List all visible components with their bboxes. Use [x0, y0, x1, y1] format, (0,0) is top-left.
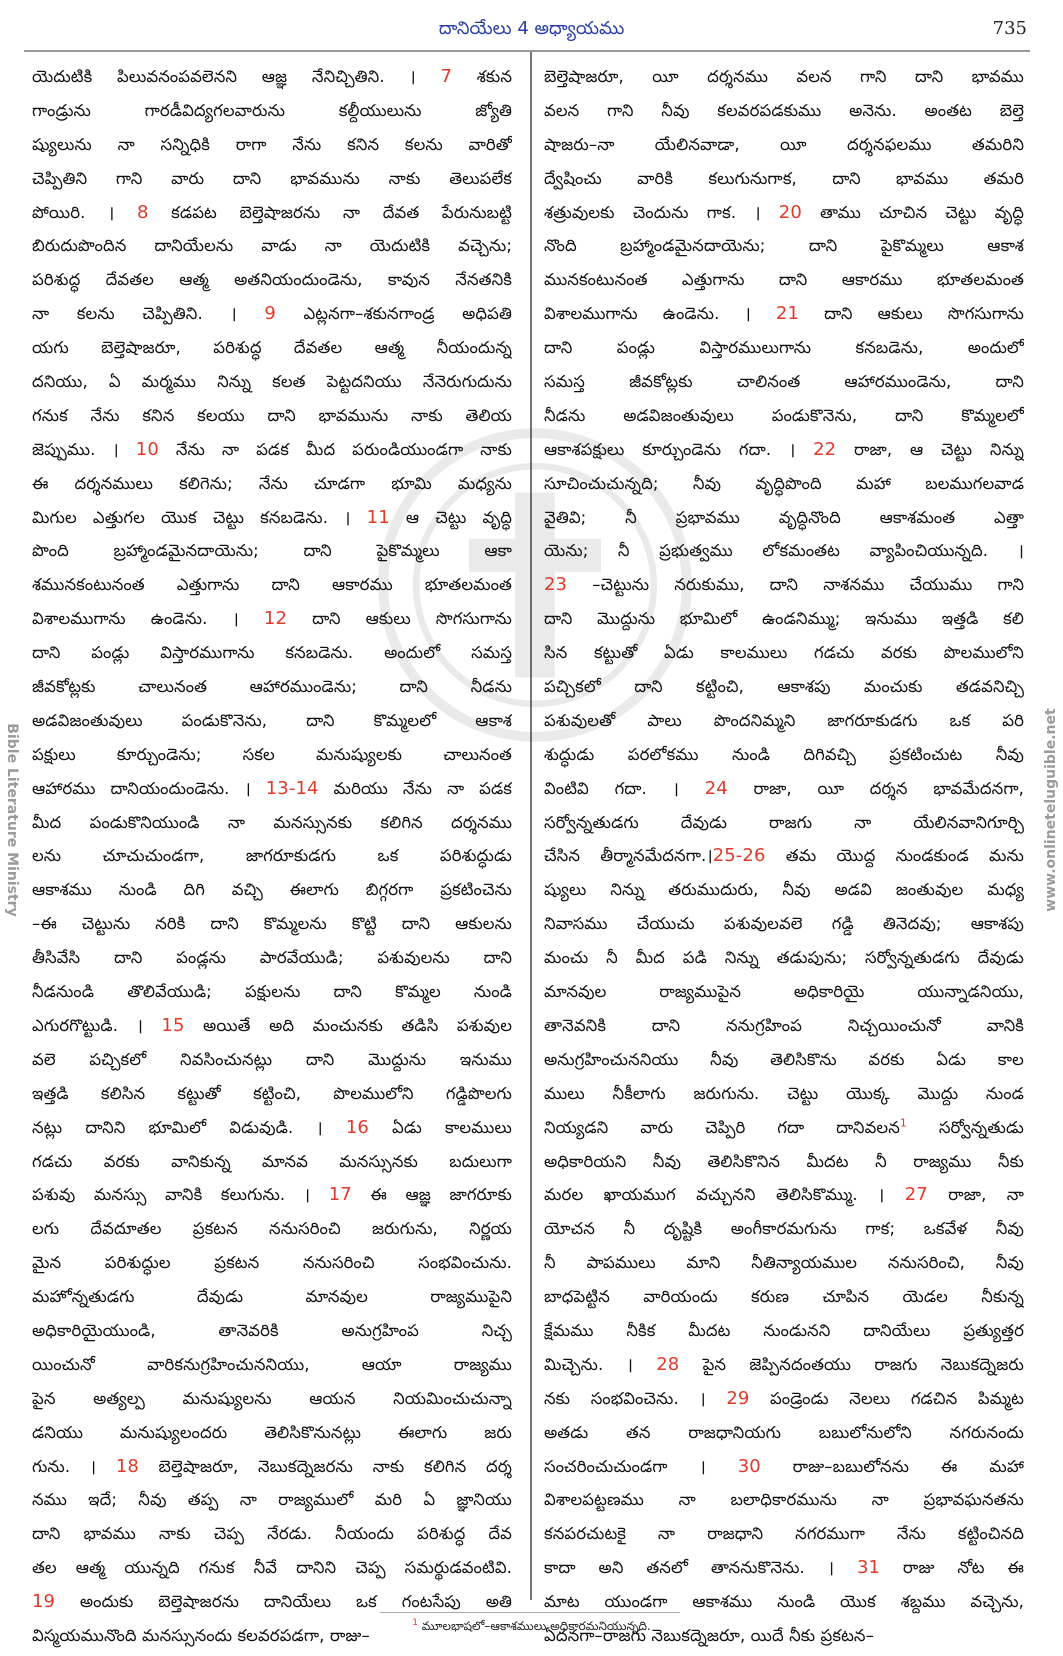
verse-text: –ఈ చెట్టును నరికి దాని కొమ్మలను కొట్టి దాని ఆకులను: [32, 914, 512, 934]
verse-text: వలన గాని నీవు కలవరపడకుము అనెను. అంతట బెల్తె: [544, 100, 1024, 120]
verse-text: మహోన్నతుడగు దేవుడు మానవుల రాజ్యముపైని: [32, 1287, 512, 1307]
text-line: [32, 1450, 512, 1484]
side-watermark-right: www.onlineteluguible.net: [1043, 708, 1059, 912]
verse-text: చెప్పితిని గాని వారు దాని భావమును నాకు తెలుపలేక: [32, 168, 512, 188]
verse-number: 27: [904, 1184, 928, 1206]
footnote-ref: 1: [899, 1116, 907, 1130]
verse-text: గనుక నేను కనిన కలయు దాని భావమును నాకు తెలియ: [32, 405, 512, 425]
text-line: [544, 534, 1024, 568]
verse-text: అధికారియైయుండి, తానెవరికి అనుగ్రహింప నిచ్చ: [32, 1320, 512, 1340]
verse-text: తీసివేసి దాని పండ్లను పారవేయుడి; పశువులను దాని: [32, 948, 512, 968]
text-line: [544, 806, 1024, 840]
verse-text: సంచరించుచుండగా ।: [544, 1456, 738, 1476]
text-line: [544, 1314, 1024, 1348]
text-line: [544, 772, 1024, 806]
text-line: [544, 1517, 1024, 1551]
verse-text: క్షేమము నీకిక మీదట నుండునని దానియేలు ప్రత్యుత్తర: [544, 1320, 1024, 1340]
verse-text: ద్వేషించు వారికి కలుగునుగాక, దాని భావము తమరి: [544, 168, 1024, 188]
verse-number: 29: [726, 1387, 750, 1409]
verse-text: రాజా, నా: [927, 1185, 1024, 1205]
verse-text: నొంది బ్రహ్మాండమైనదాయెను; దాని పైకొమ్మలు ఆకాశ: [544, 236, 1024, 256]
text-line: [32, 1314, 512, 1348]
verse-text: కాదా అని తనలో తాననుకొనెను. ।: [544, 1558, 857, 1578]
text-line: [32, 1145, 512, 1179]
verse-text: యోచన నీ దృష్టికి అంగీకారమగును గాక; ఒకవేళ నీవు: [544, 1219, 1024, 1239]
verse-text: శకున: [452, 67, 512, 86]
text-line: [544, 196, 1024, 230]
verse-text: ఏడు కాలములు: [368, 1117, 512, 1137]
verse-text: దాని పండ్లు విస్తారముగాను కనబడెను. అందులో సమస్త: [32, 643, 512, 663]
verse-text: రాజా, యీ దర్శన భావమేదనగా,: [727, 778, 1024, 798]
verse-text: యించునో వారికనుగ్రహించుననియు, ఆయా రాజ్యము: [32, 1354, 512, 1374]
text-line: [544, 365, 1024, 399]
verse-text: షాజరు–నా యేలినవాడా, యీ దర్శనఫలము తమరిని: [544, 134, 1024, 154]
text-line: [544, 162, 1024, 196]
verse-text: విశాలముగాను ఉండెను. ।: [544, 304, 776, 324]
verse-number: 20: [778, 201, 802, 223]
text-line: [32, 433, 512, 467]
text-line: [32, 229, 512, 263]
verse-text: మరల ఖాయముగ వచ్చునని తెలిసికొమ్ము. ।: [544, 1185, 905, 1205]
verse-text: మరియు నేను నా పడక: [318, 778, 512, 798]
verse-text: యగు బెల్తెషాజరూ, పరిశుద్ధ దేవతల ఆత్మ నీయందున్న: [32, 338, 512, 358]
verse-text: నీడను అడవిజంతువులు పండుకొనెను, దాని కొమ్మలలో: [544, 405, 1024, 425]
text-line: [544, 331, 1024, 365]
text-line: [32, 467, 512, 501]
text-line: [544, 60, 1024, 94]
verse-number: 9: [264, 303, 276, 325]
text-line: [32, 501, 512, 535]
text-line: [32, 1212, 512, 1246]
verse-text: ఆహారము దానియందుండెను. ।: [32, 778, 266, 798]
verse-text: అడవిజంతువులు పండుకొనెను, దాని కొమ్మలలో ఆకాశ: [32, 710, 512, 730]
verse-text: తమ యొద్ద నుండకుండ మను: [765, 846, 1024, 866]
text-line: [544, 1382, 1024, 1416]
text-line: [32, 1280, 512, 1314]
text-line: [32, 1348, 512, 1382]
text-line: [32, 1585, 512, 1619]
verse-text: సర్వోన్నతుడు: [907, 1117, 1024, 1137]
verse-text: విశాలపట్టణము నా బలాధికారమును నా ప్రభావఘనతను: [544, 1490, 1024, 1510]
verse-text: గాండ్రును గారడీవిద్యగలవారును కల్దీయులును జ్యోతి: [32, 100, 512, 120]
verse-text: యెదుటికి పిలువనంపవలెనని ఆజ్ఞ నేనిచ్చితిని. ।: [32, 67, 441, 86]
left-column: [32, 60, 512, 1653]
text-line: [544, 907, 1024, 941]
verse-text: బెల్తెషాజరూ, నెబుకద్నెజరను నాకు కలిగిన దర్శ: [138, 1456, 512, 1476]
text-line: [544, 229, 1024, 263]
verse-text: ష్యులును నా సన్నిధికి రాగా నేను కనిన కలను వారితో: [32, 134, 512, 154]
verse-text: విస్మయమునొంది మనస్సునందు కలవరపడగా, రాజు–: [32, 1625, 370, 1645]
verse-number: 21: [775, 303, 800, 325]
verse-text: దాని భావము నాకు చెప్ప నేరడు. నీయందు పరిశుద్ధ దేవ: [32, 1524, 512, 1544]
text-line: [32, 94, 512, 128]
text-line: [32, 365, 512, 399]
text-line: [32, 1111, 512, 1145]
verse-number: 25-26: [712, 845, 766, 867]
text-line: [32, 534, 512, 568]
text-line: [544, 1043, 1024, 1077]
verse-text: లగు దేవదూతల ప్రకటన ననుసరించి జరుగును, నిర్ణయ: [32, 1219, 512, 1239]
verse-text: రాజు నోట ఈ: [880, 1558, 1024, 1578]
verse-text: దాని ఆకులు సొగసుగాను: [287, 609, 512, 629]
verse-text: నా కలను చెప్పితిని. ।: [32, 304, 265, 324]
verse-text: మంచు నీ మీద పడి నిన్ను తడుపును; సర్వోన్నతుడగు దేవుడు: [544, 948, 1024, 968]
verse-number: 19: [32, 1591, 56, 1613]
text-line: [544, 839, 1024, 873]
verse-text: మానవుల రాజ్యముపైన అధికారియై యున్నాడనియు,: [544, 982, 1024, 1002]
verse-text: పక్షులు కూర్చుండెను; సకల మనుష్యులకు చాలునంత: [32, 744, 512, 764]
text-line: [544, 568, 1024, 602]
verse-text: యెను; నీ ప్రభుత్వము లోకమంతట వ్యాపించియున్నది. ।: [544, 541, 1024, 561]
footnote-mark: 1: [412, 1618, 418, 1628]
text-line: [32, 704, 512, 738]
verse-text: మీద పండుకొనియుండి నా మనస్సునకు కలిగిన దర్శనము: [32, 812, 512, 832]
text-line: [32, 399, 512, 433]
text-line: [32, 1246, 512, 1280]
text-line: [32, 1416, 512, 1450]
verse-text: పొంది బ్రహ్మాండమైనదాయెను; దాని పైకొమ్మలు ఆకా: [32, 541, 512, 561]
verse-number: 17: [328, 1184, 352, 1206]
text-line: [544, 467, 1024, 501]
verse-text: లను చూచుచుండగా, జాగరూకుడగు ఒక పరిశుద్ధుడు: [32, 846, 512, 866]
text-line: [32, 331, 512, 365]
text-line: [32, 602, 512, 636]
verse-number: 12: [263, 608, 288, 630]
verse-text: నియ్యడని వారు చెప్పిరి గదా దానివలన: [544, 1117, 900, 1137]
text-line: [544, 636, 1024, 670]
text-line: [544, 1246, 1024, 1280]
verse-text: పరిశుద్ధ దేవతల ఆత్మ అతనియందుండెను, కావున నేనతనికి: [32, 270, 512, 290]
text-line: [32, 128, 512, 162]
text-line: [544, 1077, 1024, 1111]
text-line: [544, 975, 1024, 1009]
text-line: [544, 704, 1024, 738]
text-line: [544, 1111, 1024, 1145]
verse-text: విశాలముగాను ఉండెను. ।: [32, 609, 264, 629]
text-line: [544, 602, 1024, 636]
text-line: [544, 433, 1024, 467]
verse-text: ష్యులు నిన్ను తరుముదురు, నీవు అడవి జంతువుల మధ్య: [544, 880, 1024, 900]
text-line: [32, 839, 512, 873]
verse-text: నివాసము చేయుచు పశువులవలె గడ్డి తినెదవు; ఆకాశపు: [544, 914, 1024, 934]
text-line: [32, 568, 512, 602]
text-line: [544, 1348, 1024, 1382]
verse-text: తల ఆత్మ యున్నది గనుక నీవే దానిని చెప్ప సమర్థుడవంటివి.: [32, 1558, 512, 1578]
verse-text: దాని ఆకులు సొగసుగాను: [799, 304, 1024, 324]
text-line: [544, 1551, 1024, 1585]
verse-text: పచ్చికలో దాని కట్టించి, ఆకాశపు మంచుకు తడవనిచ్చి: [544, 677, 1024, 697]
text-line: [32, 636, 512, 670]
text-line: [32, 772, 512, 806]
verse-number: 16: [345, 1116, 369, 1138]
verse-number: 18: [115, 1455, 139, 1477]
text-line: [544, 1212, 1024, 1246]
verse-number: 7: [440, 66, 453, 87]
verse-text: మైన పరిశుద్ధుల ప్రకటన ననుసరించి సంభవించును.: [32, 1253, 512, 1273]
verse-text: గడచు వరకు వానికున్న మానవ మనస్సునకు బదులుగా: [32, 1151, 512, 1171]
text-line: [32, 297, 512, 331]
verse-text: తాము చూచిన చెట్టు వృద్ధి: [801, 202, 1024, 222]
verse-number: 28: [656, 1353, 680, 1375]
text-line: [544, 1483, 1024, 1517]
verse-text: గును. ।: [32, 1456, 116, 1476]
side-watermark-left: Bible Literature Ministry: [4, 723, 20, 917]
running-title: దానియేలు 4 అధ్యాయము: [438, 18, 625, 39]
verse-text: సర్వోన్నతుడగు దేవుడు రాజగు నా యేలినవానిగూర్చి: [544, 812, 1024, 832]
verse-number: 30: [737, 1455, 761, 1477]
verse-text: సిన కట్టుతో ఏడు కాలములు గడచు వరకు పొలములోని: [544, 643, 1024, 663]
footnote-text: మూలభాషలో–ఆకాశములు అధికారమనియున్నది.: [421, 1619, 651, 1633]
verse-number: 10: [135, 438, 159, 460]
verse-number: 15: [161, 1014, 185, 1036]
verse-text: నీడనుండి తొలివేయుడి; పక్షులను దాని కొమ్మల నుండి: [32, 982, 512, 1002]
verse-text: మిగుల ఎత్తుగల యొక చెట్టు కనబడెను. ।: [32, 507, 367, 527]
text-line: [32, 196, 512, 230]
verse-text: పైన జెప్పినదంతయు రాజగు నెబుకద్నెజరు: [679, 1354, 1024, 1374]
verse-text: దాని మొద్దును భూమిలో ఉండనిమ్ము; ఇనుము ఇత్తడి కలి: [544, 609, 1024, 629]
verse-number: 24: [704, 777, 728, 799]
verse-text: సూచించుచున్నది; నీవు వృద్ధిపొంది మహా బలముగలవాడ: [544, 473, 1024, 493]
verse-text: వలె పచ్చికలో నివసించునట్లు దాని మొద్దును ఇనుము: [32, 1049, 512, 1069]
right-column: [544, 60, 1024, 1653]
text-line: [544, 263, 1024, 297]
text-line: [544, 873, 1024, 907]
text-line: [544, 501, 1024, 535]
text-line: [32, 907, 512, 941]
verse-text: నట్లు దానిని భూమిలో విడువుడి. ।: [32, 1117, 346, 1137]
text-line: [32, 1178, 512, 1212]
text-line: [544, 1280, 1024, 1314]
verse-text: అధికారియని నీవు తెలిసికొనిన మీదట నీ రాజ్యము నీకు: [544, 1151, 1024, 1171]
verse-text: ఆకాశపక్షులు కూర్చుండెను గదా. ।: [544, 439, 814, 459]
verse-text: నకు సంభవించెను. ।: [544, 1388, 727, 1408]
verse-text: ఏదనగా–రాజగు నెబుకద్నెజరూ, యిదే నీకు ప్రకటన–: [544, 1625, 874, 1645]
verse-text: ఆకాశము నుండి దిగి వచ్చి ఈలాగు బిగ్గరగా ప్రకటించెను: [32, 880, 512, 900]
verse-text: డనియు మనుష్యులందరు తెలిసికొనునట్లు ఈలాగు జరు: [32, 1422, 512, 1442]
text-line: [544, 738, 1024, 772]
verse-text: శత్రువులకు చెందును గాక. ।: [544, 202, 779, 222]
text-line: [32, 1043, 512, 1077]
verse-text: జెప్పుము. ।: [32, 439, 136, 459]
text-line: [32, 670, 512, 704]
verse-text: ఈ దర్శనములు కలిగెను; నేను చూడగా భూమి మధ్యను: [32, 473, 512, 493]
verse-text: కనపరచుటకై నా రాజధాని నగరముగా నేను కట్టించినది: [544, 1524, 1024, 1544]
verse-text: మిచ్చెను. ।: [544, 1354, 657, 1374]
verse-text: ములు నీకీలాగు జరుగును. చెట్టు యొక్క మొద్దు నుండ: [544, 1083, 1024, 1103]
text-line: [544, 297, 1024, 331]
verse-text: దాని పండ్లు విస్తారములుగాను కనబడెను, అందులో: [544, 338, 1024, 358]
verse-text: పండ్రెండు నెలలు గడచిన పిమ్మట: [749, 1388, 1024, 1408]
verse-text: ఇత్తడి కలిసిన కట్టుతో కట్టించి, పొలములోని గడ్డిపొలగు: [32, 1083, 512, 1103]
text-line: [32, 1551, 512, 1585]
verse-text: నేను నా పడక మీద పరుండియుండగా నాకు: [158, 439, 512, 459]
text-line: [544, 1145, 1024, 1179]
verse-text: పోయిరి. ।: [32, 202, 138, 222]
verse-text: మాట యుండగా ఆకాశము నుండి యొక శబ్దము వచ్చెను,: [544, 1592, 1024, 1612]
verse-text: అతడు తన రాజధానియగు బబులోనులోని నగరునందు: [544, 1422, 1024, 1442]
text-line: [32, 873, 512, 907]
verse-text: ఎగురగొట్టుడి. ।: [32, 1015, 162, 1035]
verse-number: 23: [544, 574, 568, 596]
header-rule: [24, 50, 1030, 52]
verse-number: 8: [137, 201, 149, 223]
verse-text: బాధపెట్టిన వారియందు కరుణ చూపిన యెడల నీకున్న: [544, 1287, 1024, 1307]
verse-text: పశువులతో పాలు పొందనిమ్మని జాగరూకుడగు ఒక పరి: [544, 710, 1024, 730]
text-line: [32, 1009, 512, 1043]
text-line: [544, 128, 1024, 162]
text-line: [544, 1416, 1024, 1450]
footnote: [0, 1618, 1063, 1636]
text-line: [32, 1483, 512, 1517]
verse-text: వింటివి గదా. ।: [544, 778, 705, 798]
text-line: [544, 941, 1024, 975]
text-line: [32, 806, 512, 840]
text-line: [544, 1585, 1024, 1619]
verse-text: అందుకు బెల్తెషాజరను దానియేలు ఒక గంటసేపు అతి: [55, 1592, 512, 1612]
text-line: [544, 399, 1024, 433]
verse-text: రాజా, ఆ చెట్టు నిన్ను: [836, 439, 1024, 459]
text-line: [32, 941, 512, 975]
text-line: [32, 1382, 512, 1416]
text-line: [544, 1009, 1024, 1043]
verse-text: చేసిన తీర్మానమేదనగా.।: [544, 846, 713, 866]
verse-text: –చెట్టును నరుకుము, దాని నాశనము చేయుము గాని: [567, 575, 1024, 595]
column-divider: [530, 52, 532, 1600]
text-line: [544, 1450, 1024, 1484]
page-header: [0, 18, 1063, 48]
verse-text: కడపట బెల్తెషాజరను నా దేవత పేరునుబట్టి: [148, 202, 512, 222]
text-line: [544, 94, 1024, 128]
verse-text: సమస్త జీవకోట్లకు చాలినంత ఆహారముండెను, దాని: [544, 372, 1024, 392]
verse-text: తానెవనికి దాని ననుగ్రహింప నిచ్చయించునో వానికి: [544, 1015, 1024, 1035]
verse-text: మునకంటునంత ఎత్తుగాను దాని ఆకారము భూతలమంత: [544, 270, 1024, 290]
text-line: [32, 263, 512, 297]
verse-text: శుద్ధుడు పరలోకము నుండి దిగివచ్చి ప్రకటించుట నీవు: [544, 744, 1024, 764]
verse-number: 11: [366, 506, 390, 528]
verse-text: రాజు–బబులోనను ఈ మహా: [760, 1456, 1024, 1476]
verse-number: 13-14: [265, 777, 319, 799]
verse-text: ఎట్లనగా–శకునగాండ్ర అధిపతి: [275, 304, 512, 324]
text-line: [32, 60, 512, 94]
verse-text: వైతివి; నీ ప్రభావము వృద్ధినొంది ఆకాశమంత ఎత్తా: [544, 507, 1024, 527]
verse-text: పైన అత్యల్ప మనుష్యులను ఆయన నియమించుచున్నా: [32, 1388, 512, 1408]
verse-text: పశువు మనస్సు వానికి కలుగును. ।: [32, 1185, 329, 1205]
verse-text: శమునకంటునంత ఎత్తుగాను దాని ఆకారము భూతలమంత: [32, 575, 512, 595]
page-number: 735: [992, 18, 1027, 39]
verse-text: బెల్తెషాజరూ, యీ దర్శనము వలన గాని దాని భావము: [544, 67, 1024, 86]
text-line: [32, 162, 512, 196]
verse-text: బిరుదుపొందిన దానియేలను వాడు నా యెదుటికి వచ్చెను;: [32, 236, 512, 256]
text-line: [32, 1077, 512, 1111]
footnote-rule: [380, 1612, 680, 1613]
verse-text: ఆ చెట్టు వృద్ధి: [389, 507, 512, 527]
verse-text: జీవకోట్లకు చాలునంత ఆహారముండెను; దాని నీడను: [32, 677, 512, 697]
verse-text: దనియు, ఏ మర్మము నిన్ను కలత పెట్టదనియు నేనెరుగుదును: [32, 372, 512, 392]
verse-text: అయితే అది మంచునకు తడిసి పశువుల: [184, 1015, 512, 1035]
text-line: [32, 975, 512, 1009]
verse-text: నీ పాపములు మాని నీతిన్యాయముల ననుసరించి, నీవు: [544, 1253, 1024, 1273]
verse-number: 31: [856, 1557, 881, 1579]
verse-number: 22: [813, 438, 837, 460]
text-line: [544, 670, 1024, 704]
verse-text: ఈ ఆజ్ఞ జాగరూకు: [351, 1185, 512, 1205]
verse-text: అనుగ్రహించుననియు నీవు తెలిసికొను వరకు ఏడు కాల: [544, 1049, 1024, 1069]
text-line: [544, 1178, 1024, 1212]
verse-text: నము ఇదే; నీవు తప్ప నా రాజ్యములో మరి ఏ జ్ఞానియు: [32, 1490, 512, 1510]
text-line: [32, 738, 512, 772]
text-line: [32, 1517, 512, 1551]
